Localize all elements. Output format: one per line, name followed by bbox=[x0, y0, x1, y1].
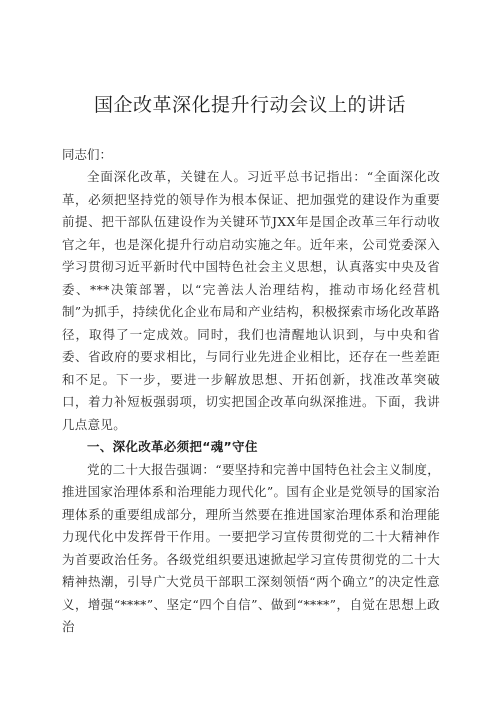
section-heading: 一、深化改革必须把“魂”守住 bbox=[87, 439, 258, 454]
document-body bbox=[62, 166, 440, 639]
paragraph: 党的二十大报告强调：“要坚持和完善中国特色社会主义制度，推进国家治理体系和治理能力现代化”。国有企业是党领导的国家治理体系的重要组成部分，理所当然要在推进国家治理体系和治理能力现代化中发挥骨干作用。一要把学习宣传贯彻党的二十大精神作为首要政治任务。各级党组织要迅速掀起学习宣传贯彻党的二十大精神热潮，引导广大党员干部职工深刻领悟“两个确立”的决定性意义，增强“****”、坚定“四个自信”、做到“****”，自觉在思想上政治 bbox=[62, 461, 440, 634]
salutation: 同志们： bbox=[62, 147, 113, 162]
document-title: 国企改革深化提升行动会议上的讲话 bbox=[93, 94, 406, 116]
paragraph: 全面深化改革，关键在人。习近平总书记指出：“全面深化改革，必须把坚持党的领导作为根本保证、把加强党的建设作为重要前提、把干部队伍建设作为关键环节JXX年是国企改革三年行动收官之年，也是深化提升行动启动实施之年。近年来，公司党委深入学习贯彻习近平新时代中国特色社会主义思想，认真落实中央及省委、***决策部署，以“完善法人治理结构，推动市场化经营机制”为抓手，持续优化企业布局和产业结构，积极探索市场化改革路径，取得了一定成效。同时，我们也清醒地认识到，与中央和省委、省政府的要求相比，与同行业先进企业相比，还存在一些差距和不足。下一步，要进一步解放思想、开拓创新，找准改革突破口，着力补短板强弱项，切实把国企改革向纵深推进。下面，我讲几点意见。 bbox=[62, 169, 440, 432]
